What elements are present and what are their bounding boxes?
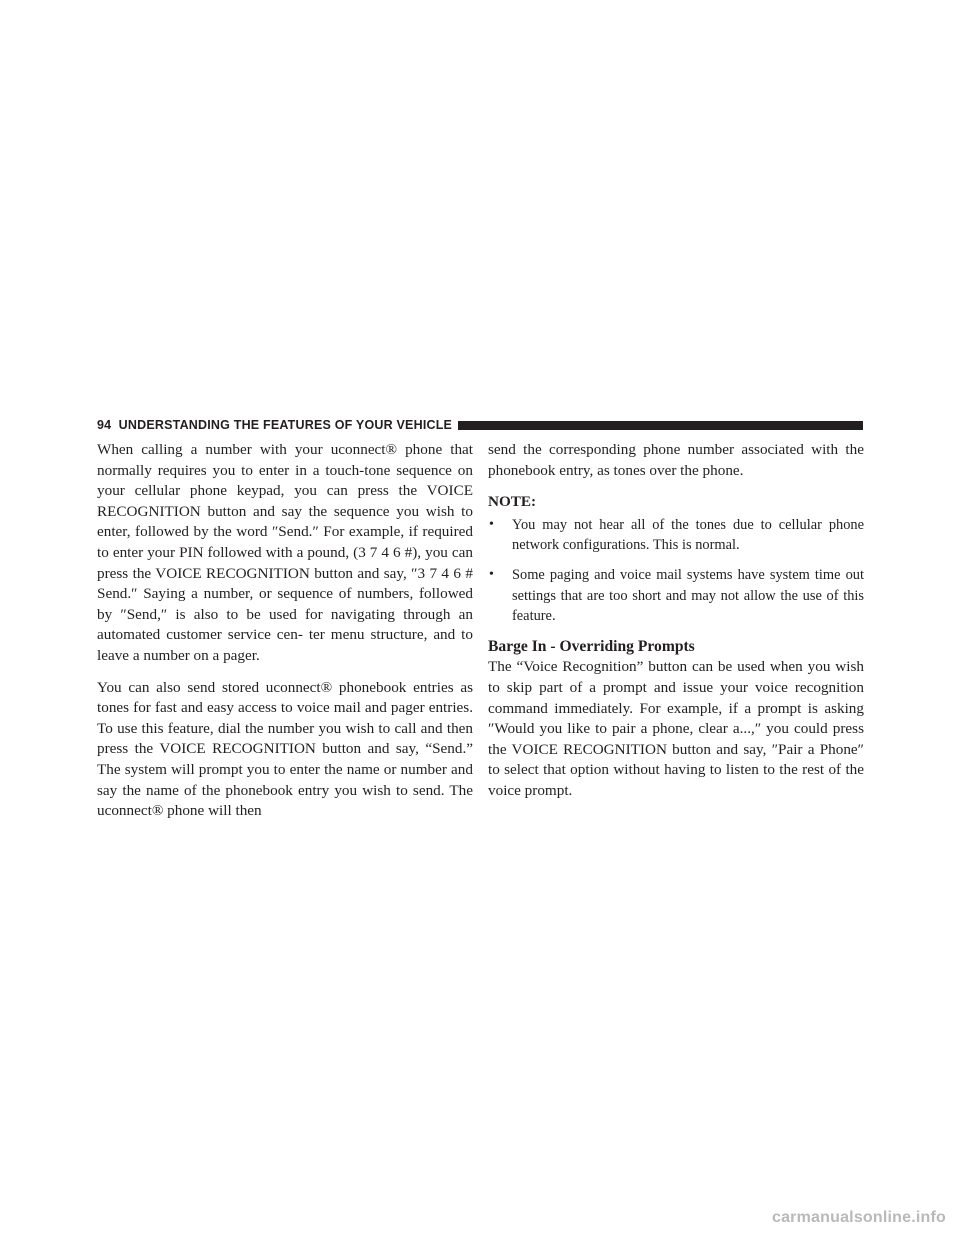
page-number: 94 (97, 418, 112, 432)
page-header (97, 417, 863, 433)
header-spacer (111, 417, 118, 433)
watermark: carmanualsonline.info (771, 1209, 946, 1226)
note-item-text: You may not hear all of the tones due to cellular phone network configurations. This is normal. (512, 516, 864, 554)
paragraph-phonebook-tones: You can also send stored uconnect® phonebook entries as tones for fast and easy access to voice mail and pager entries. To use this feature, dial the number you wish to call and then press the VOICE RECOGNITION button and say, “Send.” The system will prompt you to enter the name or number and say the name of the phonebook entry you wish to send. The uconnect® phone will then (97, 678, 473, 820)
bullet-icon: • (489, 566, 494, 582)
section-title: UNDERSTANDING THE FEATURES OF YOUR VEHICLE (118, 418, 453, 432)
note-item (488, 565, 864, 627)
left-column (97, 440, 473, 833)
subheading-barge-in: Barge In - Overriding Prompts (488, 637, 695, 655)
header-rule (458, 421, 863, 430)
bullet-icon: • (489, 516, 494, 532)
note-item-text: Some paging and voice mail systems have system time out settings that are too short and may not allow the use of this feature. (512, 566, 864, 625)
note-item (488, 515, 864, 556)
right-column (488, 440, 864, 813)
paragraph-barge-in: The “Voice Recognition” button can be used when you wish to skip part of a prompt and issue your voice recognition command immediately. For example, if a prompt is asking ″Would you like to pair a phone, clear a...,″ you could press the VOICE RECOGNITION button and say, ″Pair a Phone″ to select that option without having to listen to the rest of the voice prompt. (488, 658, 864, 799)
paragraph-touch-tone: When calling a number with your uconnect® phone that normally requires you to enter in a touch-tone sequence on your cellular phone keypad, you can press the VOICE RECOGNITION button and say the sequence you wish to enter, followed by the word ″Send.″ For example, if required to enter your PIN followed with a pound, (3 7 4 6 #), you can press the VOICE RECOGNITION button and say, ″3 7 4 6 # Send.″ Saying a number, or sequence of numbers, followed by ″Send,″ is also to be used for navigating through an automated customer service cen- ter menu structure, and to leave a number on a pager. (97, 441, 473, 664)
paragraph-continuation: send the corresponding phone number associated with the phonebook entry, as tones over the phone. (488, 441, 864, 479)
note-list (488, 515, 864, 627)
note-heading: NOTE: (488, 493, 537, 511)
